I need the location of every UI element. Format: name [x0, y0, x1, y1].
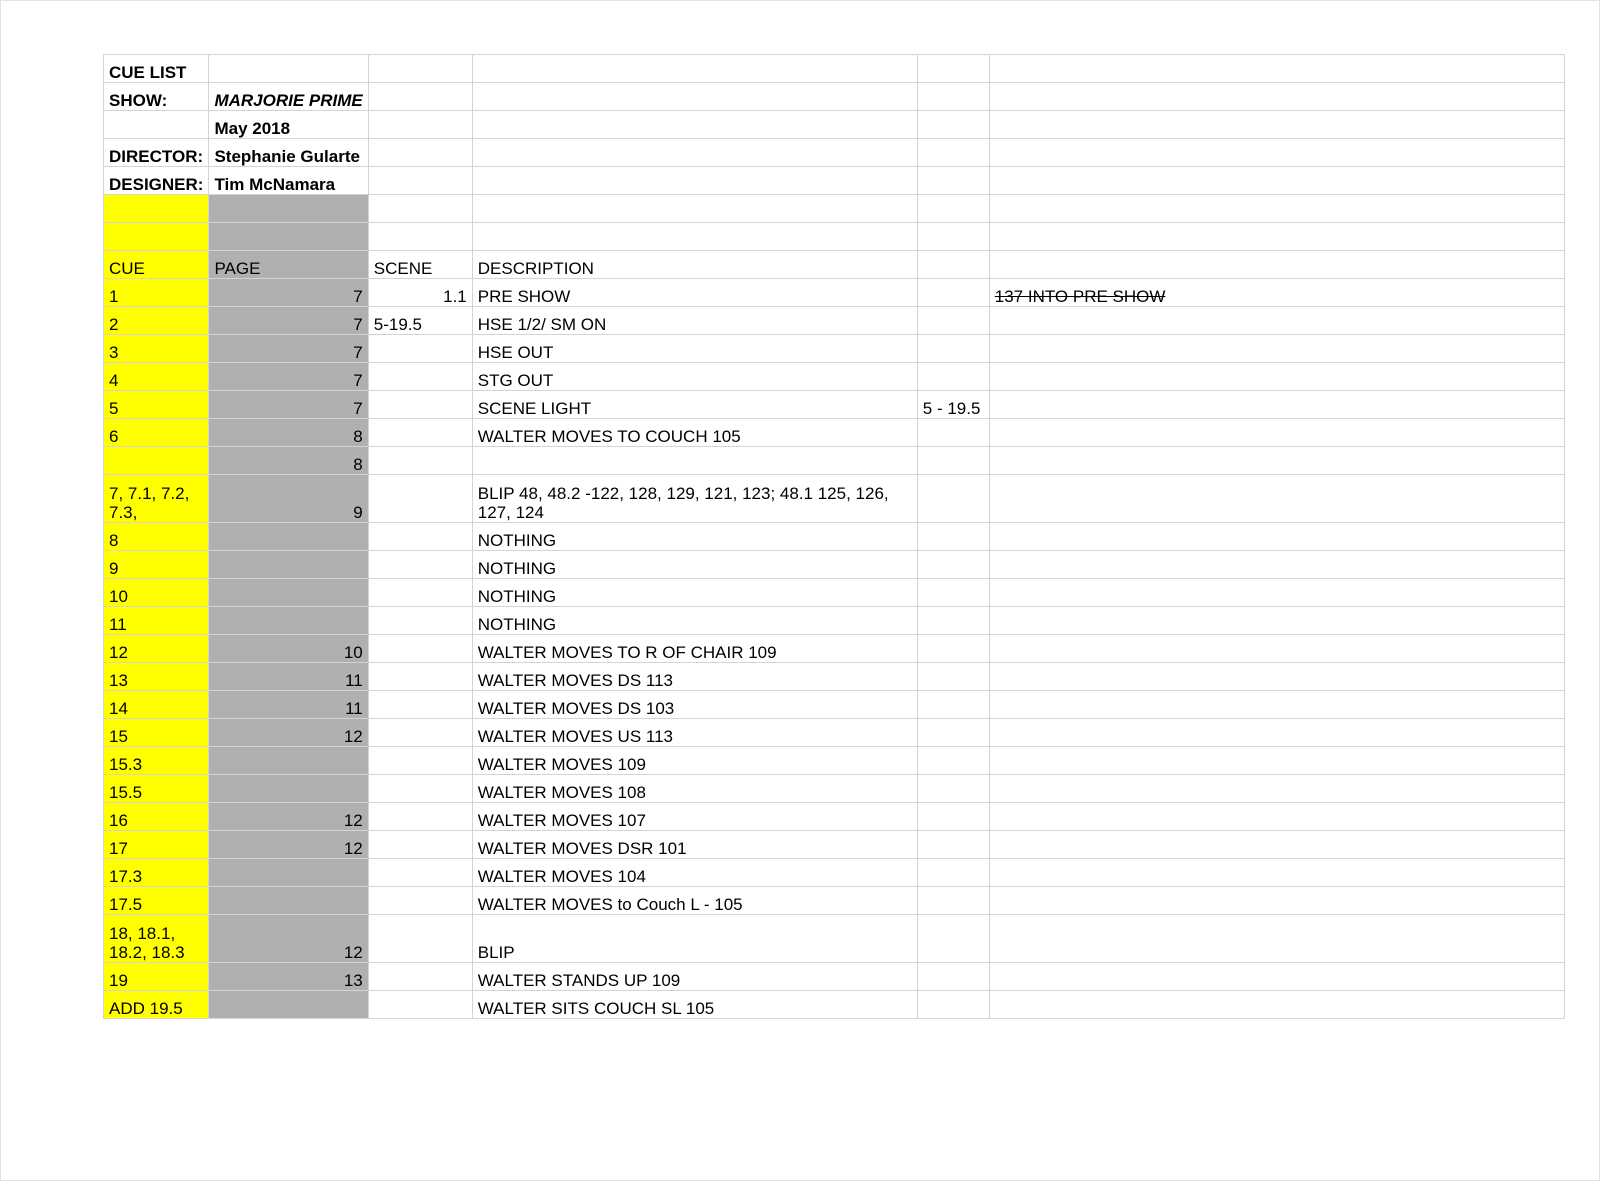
range-cell[interactable] — [917, 831, 989, 859]
header-row-show — [104, 83, 1565, 111]
scene-cell[interactable] — [368, 635, 472, 663]
cell[interactable] — [368, 223, 472, 251]
note-cell[interactable] — [989, 747, 1564, 775]
scene-cell[interactable] — [368, 447, 472, 475]
note-cell[interactable] — [989, 579, 1564, 607]
page-cell[interactable]: 11 — [209, 663, 368, 691]
table-row — [104, 775, 1565, 803]
scene-cell[interactable] — [368, 335, 472, 363]
header-row-director — [104, 139, 1565, 167]
page-cell[interactable]: 7 — [209, 307, 368, 335]
page-cell[interactable]: 8 — [209, 447, 368, 475]
cue-cell[interactable]: 13 — [104, 663, 209, 691]
page-cell[interactable]: 10 — [209, 635, 368, 663]
table-row — [104, 803, 1565, 831]
column-header-description[interactable]: DESCRIPTION — [472, 251, 917, 279]
page-cell[interactable]: 12 — [209, 719, 368, 747]
note-cell[interactable] — [989, 551, 1564, 579]
cue-cell[interactable]: 8 — [104, 523, 209, 551]
show-title[interactable]: MARJORIE PRIME — [209, 83, 368, 111]
note-cell[interactable] — [989, 859, 1564, 887]
table-row — [104, 607, 1565, 635]
description-cell[interactable]: WALTER STANDS UP 109 — [472, 963, 917, 991]
scene-cell[interactable] — [368, 831, 472, 859]
cue-list-label[interactable]: CUE LIST — [104, 55, 209, 83]
description-cell[interactable]: STG OUT — [472, 363, 917, 391]
scene-cell[interactable] — [368, 663, 472, 691]
page-cell[interactable] — [209, 991, 368, 1019]
cell[interactable] — [989, 111, 1564, 139]
description-cell[interactable] — [472, 447, 917, 475]
description-cell[interactable]: NOTHING — [472, 607, 917, 635]
note-cell[interactable] — [989, 607, 1564, 635]
note-cell[interactable] — [989, 719, 1564, 747]
range-cell[interactable] — [917, 363, 989, 391]
show-label[interactable]: SHOW: — [104, 83, 209, 111]
page-cell[interactable] — [209, 607, 368, 635]
range-cell[interactable]: 5 - 19.5 — [917, 391, 989, 419]
description-cell[interactable]: WALTER SITS COUCH SL 105 — [472, 991, 917, 1019]
scene-cell[interactable] — [368, 363, 472, 391]
note-cell[interactable] — [989, 887, 1564, 915]
page-cell[interactable]: 11 — [209, 691, 368, 719]
table-row — [104, 915, 1565, 963]
cue-cell[interactable]: 17 — [104, 831, 209, 859]
cell[interactable] — [368, 111, 472, 139]
cue-cell[interactable]: 2 — [104, 307, 209, 335]
cell[interactable] — [917, 111, 989, 139]
table-row — [104, 523, 1565, 551]
description-cell[interactable]: NOTHING — [472, 579, 917, 607]
note-cell[interactable] — [989, 775, 1564, 803]
table-row — [104, 963, 1565, 991]
note-cell[interactable] — [989, 803, 1564, 831]
description-cell[interactable]: WALTER MOVES TO COUCH 105 — [472, 419, 917, 447]
note-cell[interactable] — [989, 447, 1564, 475]
cue-cell[interactable]: 16 — [104, 803, 209, 831]
cue-cell[interactable]: 17.3 — [104, 859, 209, 887]
director-name[interactable]: Stephanie Gularte — [209, 139, 368, 167]
scene-cell[interactable] — [368, 391, 472, 419]
cell[interactable] — [368, 167, 472, 195]
cell[interactable] — [989, 139, 1564, 167]
note-cell[interactable] — [989, 419, 1564, 447]
page-cell[interactable] — [209, 887, 368, 915]
description-cell[interactable]: WALTER MOVES DSR 101 — [472, 831, 917, 859]
table-row — [104, 887, 1565, 915]
table-row — [104, 419, 1565, 447]
table-row — [104, 691, 1565, 719]
page-cell[interactable]: 7 — [209, 279, 368, 307]
spacer-row — [104, 223, 1565, 251]
cue-cell[interactable]: 17.5 — [104, 887, 209, 915]
table-row — [104, 279, 1565, 307]
description-cell[interactable]: HSE 1/2/ SM ON — [472, 307, 917, 335]
cell[interactable] — [209, 55, 368, 83]
scene-cell[interactable] — [368, 747, 472, 775]
page-cell[interactable] — [209, 523, 368, 551]
range-cell[interactable] — [917, 691, 989, 719]
range-cell[interactable] — [917, 663, 989, 691]
scene-cell[interactable] — [368, 803, 472, 831]
note-cell[interactable] — [989, 523, 1564, 551]
page-cell[interactable]: 7 — [209, 335, 368, 363]
description-cell[interactable]: HSE OUT — [472, 335, 917, 363]
scene-cell[interactable] — [368, 859, 472, 887]
range-cell[interactable] — [917, 963, 989, 991]
note-cell[interactable]: 137 INTO PRE SHOW — [989, 279, 1564, 307]
director-label[interactable]: DIRECTOR: — [104, 139, 209, 167]
table-row — [104, 391, 1565, 419]
cue-cell[interactable]: 12 — [104, 635, 209, 663]
page-cell[interactable] — [209, 579, 368, 607]
cell[interactable] — [917, 167, 989, 195]
cell[interactable] — [989, 83, 1564, 111]
cell[interactable] — [104, 223, 209, 251]
cue-cell[interactable]: 15 — [104, 719, 209, 747]
range-cell[interactable] — [917, 607, 989, 635]
cell[interactable] — [368, 195, 472, 223]
scene-cell[interactable] — [368, 915, 472, 963]
cell[interactable] — [472, 55, 917, 83]
page-cell[interactable] — [209, 747, 368, 775]
range-cell[interactable] — [917, 719, 989, 747]
cue-cell[interactable] — [104, 447, 209, 475]
range-cell[interactable] — [917, 523, 989, 551]
description-cell[interactable]: NOTHING — [472, 523, 917, 551]
spacer-row — [104, 195, 1565, 223]
column-header-page[interactable]: PAGE — [209, 251, 368, 279]
header-row-cue-list — [104, 55, 1565, 83]
cell[interactable] — [472, 223, 917, 251]
scene-cell[interactable] — [368, 775, 472, 803]
cell[interactable] — [472, 139, 917, 167]
range-cell[interactable] — [917, 279, 989, 307]
page-cell[interactable]: 9 — [209, 475, 368, 523]
table-row — [104, 579, 1565, 607]
header-row-designer — [104, 167, 1565, 195]
range-cell[interactable] — [917, 307, 989, 335]
description-cell[interactable]: WALTER MOVES DS 113 — [472, 663, 917, 691]
table-row — [104, 307, 1565, 335]
cue-cell[interactable]: 6 — [104, 419, 209, 447]
table-row — [104, 447, 1565, 475]
range-cell[interactable] — [917, 335, 989, 363]
range-cell[interactable] — [917, 803, 989, 831]
description-cell[interactable]: WALTER MOVES 104 — [472, 859, 917, 887]
note-cell[interactable] — [989, 915, 1564, 963]
designer-label[interactable]: DESIGNER: — [104, 167, 209, 195]
cell[interactable] — [989, 251, 1564, 279]
note-cell[interactable] — [989, 475, 1564, 523]
page-cell[interactable] — [209, 775, 368, 803]
note-cell[interactable] — [989, 635, 1564, 663]
page-cell[interactable] — [209, 551, 368, 579]
page-cell[interactable]: 12 — [209, 831, 368, 859]
cue-cell[interactable]: ADD 19.5 — [104, 991, 209, 1019]
cell[interactable] — [472, 195, 917, 223]
scene-cell[interactable]: 5-19.5 — [368, 307, 472, 335]
page-cell[interactable]: 13 — [209, 963, 368, 991]
cue-cell[interactable]: 11 — [104, 607, 209, 635]
table-row — [104, 859, 1565, 887]
cell[interactable] — [917, 223, 989, 251]
page-cell[interactable]: 7 — [209, 363, 368, 391]
range-cell[interactable] — [917, 475, 989, 523]
scene-cell[interactable]: 1.1 — [368, 279, 472, 307]
column-header-scene[interactable]: SCENE — [368, 251, 472, 279]
note-cell[interactable] — [989, 691, 1564, 719]
scene-cell[interactable] — [368, 991, 472, 1019]
cell[interactable] — [917, 195, 989, 223]
table-row — [104, 663, 1565, 691]
scene-cell[interactable] — [368, 963, 472, 991]
range-cell[interactable] — [917, 419, 989, 447]
show-date[interactable]: May 2018 — [209, 111, 368, 139]
cell[interactable] — [472, 111, 917, 139]
cue-cell[interactable]: 9 — [104, 551, 209, 579]
range-cell[interactable] — [917, 859, 989, 887]
cue-cell[interactable]: 10 — [104, 579, 209, 607]
cell[interactable] — [989, 195, 1564, 223]
note-cell[interactable] — [989, 663, 1564, 691]
page-cell[interactable] — [209, 859, 368, 887]
page-cell[interactable]: 7 — [209, 391, 368, 419]
cell[interactable] — [209, 223, 368, 251]
note-cell[interactable] — [989, 335, 1564, 363]
note-cell[interactable] — [989, 391, 1564, 419]
scene-cell[interactable] — [368, 691, 472, 719]
description-cell[interactable]: WALTER MOVES 108 — [472, 775, 917, 803]
cell[interactable] — [989, 223, 1564, 251]
description-cell[interactable]: WALTER MOVES TO R OF CHAIR 109 — [472, 635, 917, 663]
description-cell[interactable]: WALTER MOVES 109 — [472, 747, 917, 775]
cell[interactable] — [368, 139, 472, 167]
description-cell[interactable]: SCENE LIGHT — [472, 391, 917, 419]
cell[interactable] — [209, 195, 368, 223]
cell[interactable] — [917, 55, 989, 83]
table-row — [104, 831, 1565, 859]
range-cell[interactable] — [917, 991, 989, 1019]
scene-cell[interactable] — [368, 419, 472, 447]
cue-cell[interactable]: 14 — [104, 691, 209, 719]
cue-cell[interactable]: 15.5 — [104, 775, 209, 803]
table-row — [104, 475, 1565, 523]
range-cell[interactable] — [917, 915, 989, 963]
scene-cell[interactable] — [368, 551, 472, 579]
note-cell[interactable] — [989, 307, 1564, 335]
table-row — [104, 335, 1565, 363]
note-cell[interactable] — [989, 991, 1564, 1019]
cell[interactable] — [368, 83, 472, 111]
scene-cell[interactable] — [368, 607, 472, 635]
range-cell[interactable] — [917, 887, 989, 915]
cell[interactable] — [917, 251, 989, 279]
range-cell[interactable] — [917, 635, 989, 663]
description-cell[interactable]: BLIP — [472, 915, 917, 963]
cell[interactable] — [989, 55, 1564, 83]
cell[interactable] — [104, 195, 209, 223]
description-cell[interactable]: NOTHING — [472, 551, 917, 579]
description-cell[interactable]: BLIP 48, 48.2 -122, 128, 129, 121, 123; 48.1 125, 126, 127, 124 — [472, 475, 917, 523]
page-cell[interactable]: 12 — [209, 803, 368, 831]
cell[interactable] — [472, 83, 917, 111]
cell[interactable] — [917, 83, 989, 111]
scene-cell[interactable] — [368, 475, 472, 523]
cell[interactable] — [989, 167, 1564, 195]
note-cell[interactable] — [989, 831, 1564, 859]
cue-cell[interactable]: 15.3 — [104, 747, 209, 775]
cell[interactable] — [104, 111, 209, 139]
note-cell[interactable] — [989, 363, 1564, 391]
page-cell[interactable]: 12 — [209, 915, 368, 963]
scene-cell[interactable] — [368, 719, 472, 747]
cue-cell[interactable]: 7, 7.1, 7.2, 7.3, — [104, 475, 209, 523]
cue-list-table — [103, 54, 1565, 1019]
column-header-row — [104, 251, 1565, 279]
range-cell[interactable] — [917, 579, 989, 607]
description-cell[interactable]: WALTER MOVES to Couch L - 105 — [472, 887, 917, 915]
cue-cell[interactable]: 5 — [104, 391, 209, 419]
table-row — [104, 991, 1565, 1019]
description-cell[interactable]: PRE SHOW — [472, 279, 917, 307]
scene-cell[interactable] — [368, 579, 472, 607]
cell[interactable] — [917, 139, 989, 167]
cue-cell[interactable]: 19 — [104, 963, 209, 991]
table-row — [104, 635, 1565, 663]
scene-cell[interactable] — [368, 523, 472, 551]
description-cell[interactable]: WALTER MOVES US 113 — [472, 719, 917, 747]
cell[interactable] — [368, 55, 472, 83]
range-cell[interactable] — [917, 747, 989, 775]
description-cell[interactable]: WALTER MOVES 107 — [472, 803, 917, 831]
description-cell[interactable]: WALTER MOVES DS 103 — [472, 691, 917, 719]
cue-cell[interactable]: 4 — [104, 363, 209, 391]
table-row — [104, 363, 1565, 391]
range-cell[interactable] — [917, 551, 989, 579]
cue-cell[interactable]: 3 — [104, 335, 209, 363]
cue-cell[interactable]: 1 — [104, 279, 209, 307]
table-row — [104, 551, 1565, 579]
designer-name[interactable]: Tim McNamara — [209, 167, 368, 195]
scene-cell[interactable] — [368, 887, 472, 915]
range-cell[interactable] — [917, 775, 989, 803]
range-cell[interactable] — [917, 447, 989, 475]
cell[interactable] — [472, 167, 917, 195]
cue-cell[interactable]: 18, 18.1, 18.2, 18.3 — [104, 915, 209, 963]
table-row — [104, 719, 1565, 747]
note-cell[interactable] — [989, 963, 1564, 991]
page-cell[interactable]: 8 — [209, 419, 368, 447]
table-row — [104, 747, 1565, 775]
header-row-date — [104, 111, 1565, 139]
column-header-cue[interactable]: CUE — [104, 251, 209, 279]
